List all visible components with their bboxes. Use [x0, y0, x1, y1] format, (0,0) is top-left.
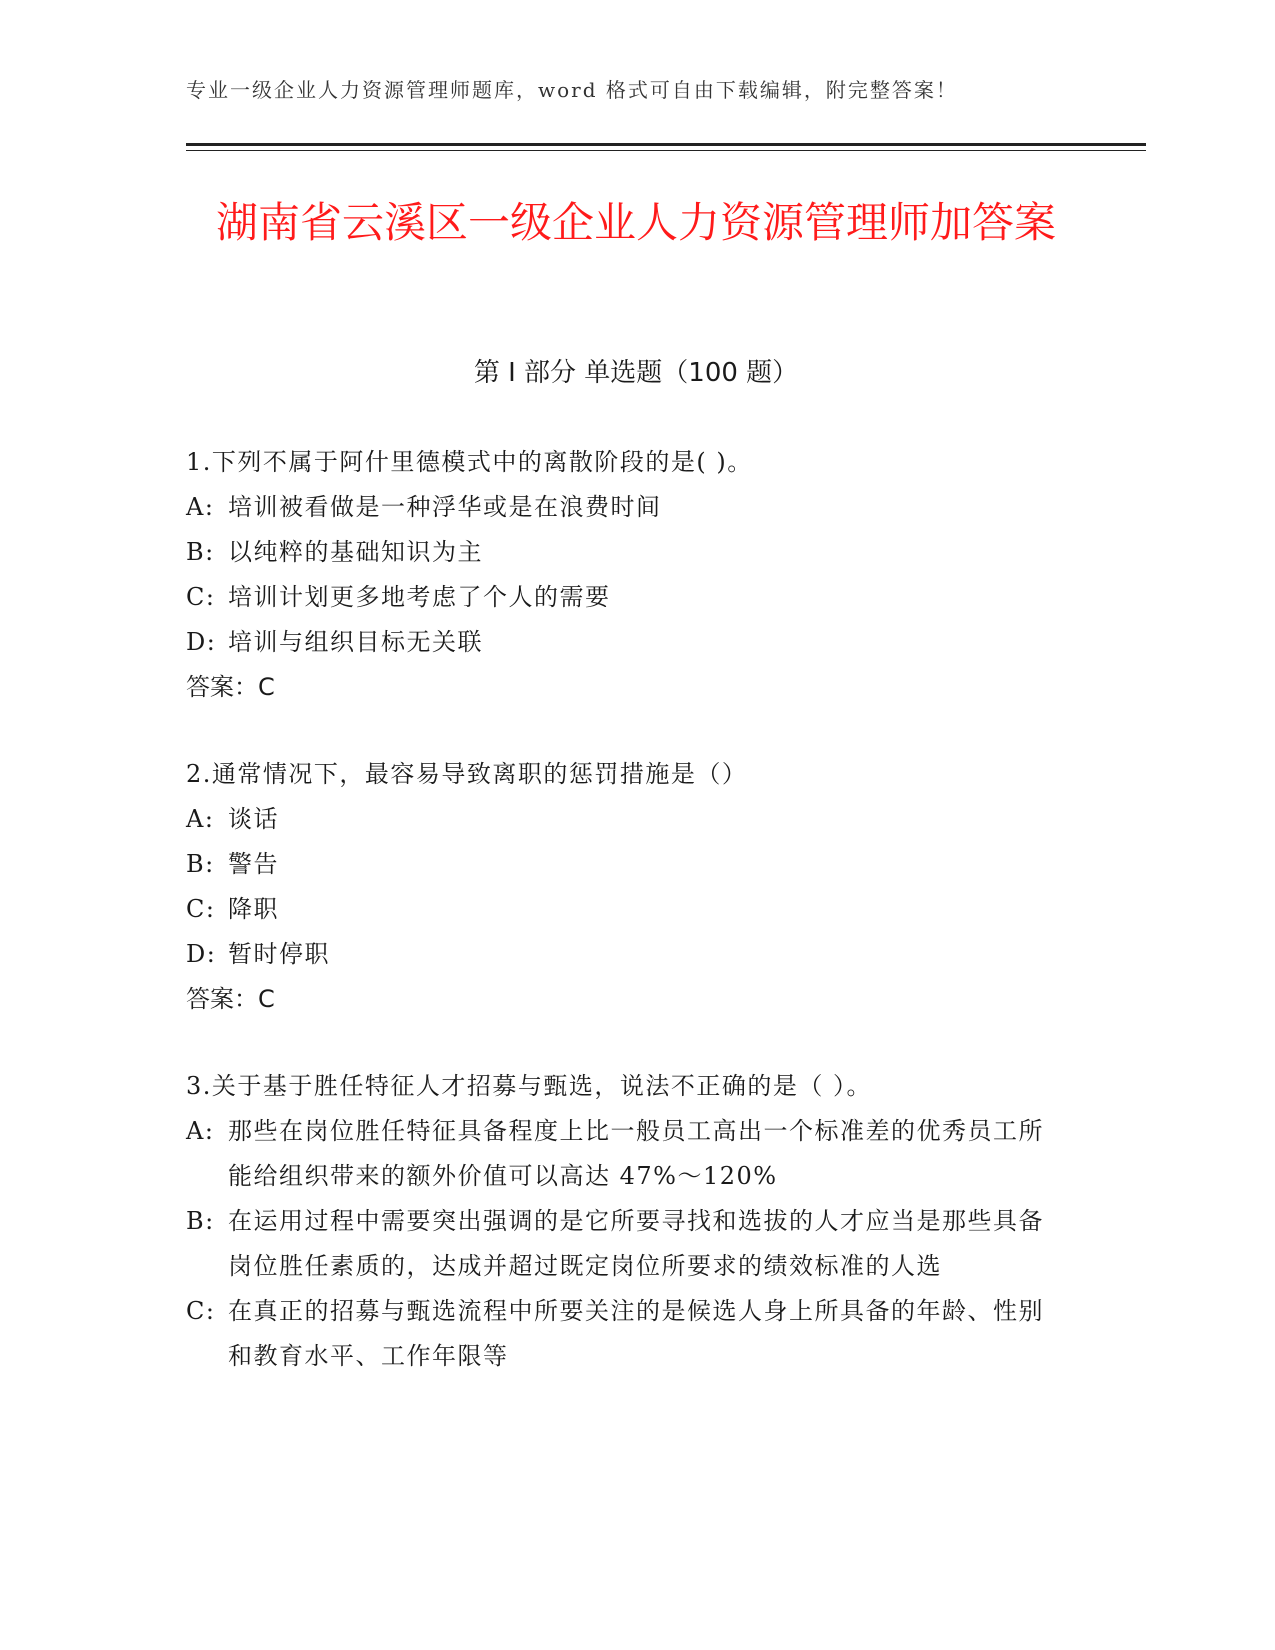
option-letter: C: — [186, 583, 216, 611]
option-text: 培训被看做是一种浮华或是在浪费时间 — [228, 493, 662, 521]
option-c — [186, 1289, 1066, 1379]
option-letter: D: — [186, 940, 217, 968]
header-rule-thick — [186, 143, 1146, 146]
option-letter: B: — [186, 1207, 215, 1235]
option-a — [186, 797, 1066, 842]
option-text: 警告 — [228, 850, 279, 878]
option-text: 暂时停职 — [228, 940, 330, 968]
option-text: 在真正的招募与甄选流程中所要关注的是候选人身上所具备的年龄、性别和教育水平、工作年限等 — [228, 1297, 1044, 1370]
header-note: 专业一级企业人力资源管理师题库，word 格式可自由下载编辑，附完整答案！ — [186, 78, 958, 102]
option-d — [186, 620, 1066, 665]
question-stem: 2.通常情况下，最容易导致离职的惩罚措施是（） — [186, 760, 748, 788]
answer-line: 答案：C — [186, 985, 275, 1013]
option-letter: C: — [186, 895, 216, 923]
option-a — [186, 485, 1066, 530]
option-letter: C: — [186, 1297, 216, 1325]
option-b — [186, 1199, 1066, 1289]
section-title: 第 I 部分 单选题（100 题） — [473, 358, 799, 388]
question-1 — [186, 440, 1066, 710]
option-text: 谈话 — [228, 805, 279, 833]
option-text: 降职 — [228, 895, 279, 923]
answer-line: 答案：C — [186, 673, 275, 701]
option-a — [186, 1109, 1066, 1199]
option-text: 在运用过程中需要突出强调的是它所要寻找和选拔的人才应当是那些具备岗位胜任素质的，达成并超过既定岗位所要求的绩效标准的人选 — [228, 1207, 1044, 1280]
option-b — [186, 842, 1066, 887]
option-letter: D: — [186, 628, 217, 656]
question-stem: 3.关于基于胜任特征人才招募与甄选，说法不正确的是（ ）。 — [186, 1072, 873, 1100]
question-stem: 1.下列不属于阿什里德模式中的离散阶段的是( )。 — [186, 448, 753, 476]
option-letter: A: — [186, 1117, 215, 1145]
option-text: 那些在岗位胜任特征具备程度上比一般员工高出一个标准差的优秀员工所能给组织带来的额外价值可以高达 47%～120% — [228, 1117, 1044, 1190]
option-c — [186, 575, 1066, 620]
option-b — [186, 530, 1066, 575]
document-title: 湖南省云溪区一级企业人力资源管理师加答案 — [215, 198, 1056, 247]
option-letter: A: — [186, 805, 215, 833]
question-2 — [186, 752, 1066, 1022]
option-letter: B: — [186, 850, 215, 878]
option-letter: A: — [186, 493, 215, 521]
option-c — [186, 887, 1066, 932]
question-list — [186, 440, 1066, 1421]
option-text: 以纯粹的基础知识为主 — [228, 538, 483, 566]
header-rule-thin — [186, 150, 1146, 151]
option-text: 培训计划更多地考虑了个人的需要 — [228, 583, 611, 611]
question-3 — [186, 1064, 1066, 1379]
option-text: 培训与组织目标无关联 — [228, 628, 483, 656]
option-letter: B: — [186, 538, 215, 566]
option-d — [186, 932, 1066, 977]
